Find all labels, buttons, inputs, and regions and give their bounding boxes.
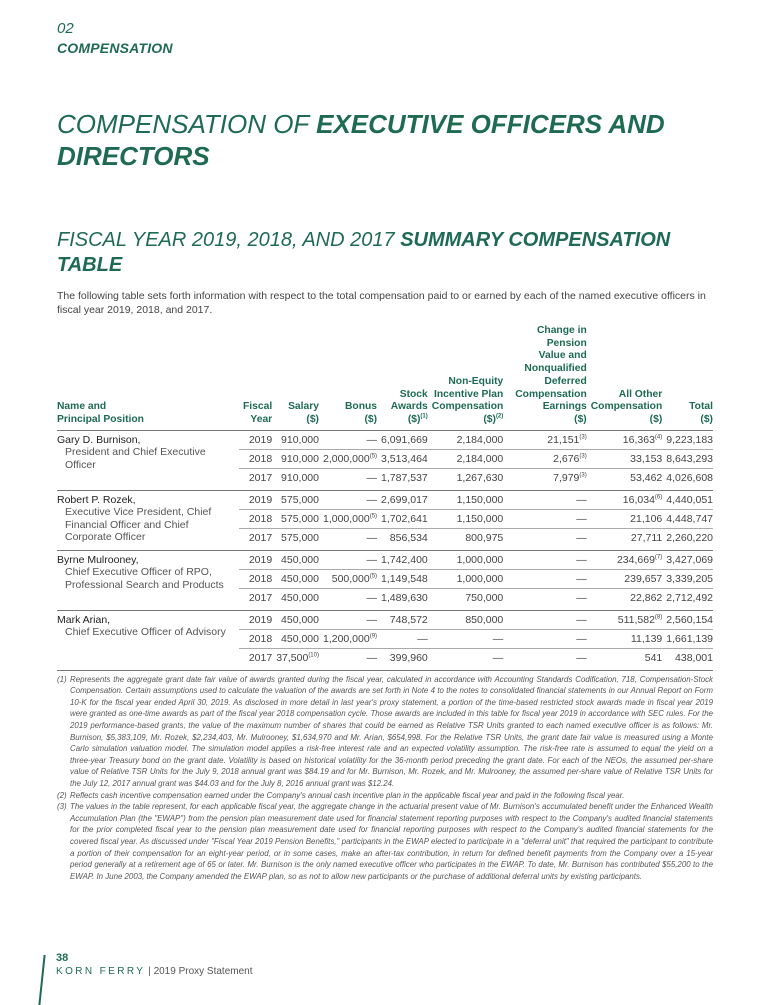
- footnotes: [57, 670, 713, 883]
- header-salary: Salary ($): [272, 325, 319, 430]
- footnote-number: (2): [57, 790, 67, 800]
- cell-total: [662, 430, 713, 449]
- cell-stock-awards: [377, 550, 428, 569]
- cell-value: 2019: [248, 493, 273, 506]
- cell-bonus: [319, 528, 377, 550]
- cell-value: —: [576, 613, 587, 626]
- cell-stock-awards: [377, 569, 428, 588]
- cell-value: 1,200,000: [322, 632, 370, 645]
- table-row: [57, 490, 713, 509]
- footnote-number: (1): [57, 674, 67, 684]
- cell-value: 9,223,183: [666, 433, 713, 446]
- header-total: Total ($): [662, 325, 713, 430]
- cell-value: 910,000: [281, 433, 319, 446]
- cell-value: —: [366, 613, 378, 626]
- cell-stock-awards: [377, 588, 428, 610]
- cell-non-equity: [428, 569, 504, 588]
- section-number: 02: [57, 20, 74, 37]
- cell-salary: [272, 449, 319, 468]
- footnote-number: (3): [57, 802, 67, 812]
- officer-name: Gary D. Burnison,: [57, 433, 141, 446]
- cell-value: 2018: [248, 632, 273, 645]
- cell-value: 2019: [248, 613, 273, 626]
- cell-pension-change: [503, 468, 586, 490]
- cell-all-other: [587, 550, 663, 569]
- header-fiscal-year: Fiscal Year: [239, 325, 272, 430]
- page-content: [57, 108, 715, 882]
- cell-value: 450,000: [281, 613, 319, 626]
- cell-salary: [272, 550, 319, 569]
- cell-value: 750,000: [465, 591, 504, 604]
- cell-value: 16,363: [622, 433, 655, 446]
- cell-pension-change: [503, 569, 586, 588]
- footnote-ref: (3): [579, 472, 587, 479]
- officer-group: [57, 610, 713, 670]
- cell-all-other: [587, 449, 663, 468]
- cell-value: 2017: [248, 471, 273, 484]
- cell-pension-change: [503, 509, 586, 528]
- cell-value: 3,339,205: [666, 572, 713, 585]
- cell-value: 4,448,747: [666, 512, 713, 525]
- cell-pension-change: [503, 550, 586, 569]
- cell-value: 575,000: [281, 493, 319, 506]
- cell-bonus: [319, 588, 377, 610]
- cell-value: 399,960: [389, 651, 428, 664]
- footer-rule: [38, 955, 45, 1005]
- cell-value: 1,000,000: [456, 572, 504, 585]
- cell-value: 1,489,630: [381, 591, 428, 604]
- cell-value: 27,711: [630, 531, 663, 544]
- cell-stock-awards: [377, 648, 428, 670]
- cell-value: 7,979: [553, 471, 580, 484]
- cell-bonus: [319, 468, 377, 490]
- cell-fiscal-year: [239, 449, 272, 468]
- cell-non-equity: [428, 509, 504, 528]
- cell-non-equity: [428, 490, 504, 509]
- cell-value: 2,184,000: [456, 452, 504, 465]
- cell-value: 1,267,630: [456, 471, 504, 484]
- cell-value: 234,669: [616, 553, 655, 566]
- cell-fiscal-year: [239, 588, 272, 610]
- cell-all-other: [587, 468, 663, 490]
- cell-non-equity: [428, 648, 504, 670]
- cell-bonus: [319, 550, 377, 569]
- footnote-ref: (10): [308, 652, 319, 659]
- cell-value: 8,643,293: [666, 452, 713, 465]
- cell-value: 2018: [248, 452, 273, 465]
- footnote-ref: (3): [579, 434, 587, 441]
- cell-value: 1,000,000: [456, 553, 504, 566]
- title-regular: COMPENSATION OF: [57, 109, 317, 139]
- cell-all-other: [587, 588, 663, 610]
- title-bold: EXECUTIVE OFFICERS AND DIRECTORS: [57, 109, 665, 171]
- cell-value: 2,560,154: [666, 613, 713, 626]
- cell-value: 33,153: [630, 452, 663, 465]
- cell-value: 748,572: [389, 613, 428, 626]
- table-header: [57, 325, 713, 430]
- header-bonus: Bonus ($): [319, 325, 377, 430]
- cell-value: 239,657: [624, 572, 663, 585]
- cell-value: 2017: [248, 591, 273, 604]
- cell-value: 1,787,537: [381, 471, 428, 484]
- brand-logo: KORN FERRY: [56, 966, 146, 977]
- cell-value: 2,184,000: [456, 433, 504, 446]
- cell-bonus: [319, 648, 377, 670]
- officer-cell: [57, 550, 239, 610]
- cell-value: —: [576, 531, 587, 544]
- cell-value: —: [366, 531, 378, 544]
- cell-value: —: [576, 632, 587, 645]
- cell-bonus: [319, 569, 377, 588]
- cell-total: [662, 468, 713, 490]
- cell-fiscal-year: [239, 468, 272, 490]
- cell-value: 3,513,464: [381, 452, 428, 465]
- header-all-other: All Other Compensation ($): [587, 325, 663, 430]
- cell-stock-awards: [377, 629, 428, 648]
- cell-pension-change: [503, 528, 586, 550]
- cell-total: [662, 629, 713, 648]
- cell-all-other: [587, 509, 663, 528]
- cell-value: 541: [644, 651, 663, 664]
- header-name: Name and Principal Position: [57, 325, 239, 430]
- table-title-regular: FISCAL YEAR 2019, 2018, AND 2017: [57, 229, 401, 251]
- officer-cell: [57, 430, 239, 490]
- cell-value: 511,582: [617, 613, 655, 626]
- footnote-ref: (5): [369, 573, 378, 580]
- cell-bonus: [319, 610, 377, 629]
- cell-value: 21,151: [547, 433, 580, 446]
- footer-separator: |: [148, 966, 151, 977]
- cell-bonus: [319, 490, 377, 509]
- cell-non-equity: [428, 449, 504, 468]
- cell-value: 450,000: [281, 553, 319, 566]
- cell-value: —: [366, 591, 378, 604]
- cell-fiscal-year: [239, 569, 272, 588]
- header-non-equity: Non-Equity Incentive Plan Compensation ($)$^{(2)}$: [428, 325, 504, 430]
- cell-fiscal-year: [239, 610, 272, 629]
- cell-value: 2018: [248, 512, 273, 525]
- footnote-ref: (4): [654, 434, 663, 441]
- cell-value: 1,742,400: [381, 553, 428, 566]
- officer-position: Chief Executive Officer of RPO, Professional Search and Products: [65, 566, 224, 591]
- cell-all-other: [587, 430, 663, 449]
- cell-value: 1,150,000: [456, 493, 504, 506]
- officer-group: [57, 490, 713, 550]
- cell-salary: [272, 430, 319, 449]
- footer-doc-title: 2019 Proxy Statement: [153, 966, 253, 977]
- cell-value: —: [366, 553, 378, 566]
- footnote-ref: (6): [654, 494, 663, 501]
- officer-name: Byrne Mulrooney,: [57, 553, 139, 566]
- officer-name: Mark Arian,: [57, 613, 111, 626]
- cell-stock-awards: [377, 509, 428, 528]
- cell-bonus: [319, 449, 377, 468]
- cell-value: 438,001: [675, 651, 713, 664]
- cell-bonus: [319, 430, 377, 449]
- cell-stock-awards: [377, 468, 428, 490]
- header-stock-awards: Stock Awards ($)$^{(1)}$: [377, 325, 428, 430]
- footnote-ref: (8): [654, 614, 663, 621]
- officer-group: [57, 430, 713, 490]
- cell-value: —: [366, 493, 378, 506]
- cell-all-other: [587, 569, 663, 588]
- cell-value: 2,260,220: [666, 531, 713, 544]
- cell-pension-change: [503, 610, 586, 629]
- cell-value: —: [492, 651, 504, 664]
- cell-fiscal-year: [239, 648, 272, 670]
- cell-pension-change: [503, 430, 586, 449]
- footnote-ref: (3): [579, 453, 587, 460]
- header-pension: Change in Pension Value and Nonqualified Deferred Compensation Earnings ($): [503, 325, 586, 430]
- cell-salary: [272, 610, 319, 629]
- cell-total: [662, 528, 713, 550]
- footnote-ref: (7): [654, 554, 663, 561]
- table-row: [57, 550, 713, 569]
- cell-value: 1,149,548: [381, 572, 428, 585]
- cell-pension-change: [503, 629, 586, 648]
- cell-total: [662, 449, 713, 468]
- cell-value: 1,661,139: [666, 632, 713, 645]
- cell-value: 4,026,608: [666, 471, 713, 484]
- cell-stock-awards: [377, 610, 428, 629]
- footnote: [57, 674, 713, 790]
- cell-value: 2,000,000: [322, 452, 370, 465]
- cell-pension-change: [503, 648, 586, 670]
- cell-pension-change: [503, 588, 586, 610]
- footnote: [57, 801, 713, 882]
- section-name: COMPENSATION: [57, 40, 173, 56]
- cell-all-other: [587, 490, 663, 509]
- cell-value: —: [576, 591, 587, 604]
- cell-value: —: [366, 471, 378, 484]
- cell-value: 1,702,641: [381, 512, 428, 525]
- cell-fiscal-year: [239, 629, 272, 648]
- cell-total: [662, 588, 713, 610]
- cell-stock-awards: [377, 430, 428, 449]
- cell-non-equity: [428, 588, 504, 610]
- cell-non-equity: [428, 550, 504, 569]
- cell-value: —: [576, 493, 587, 506]
- cell-salary: [272, 468, 319, 490]
- cell-value: 11,139: [630, 632, 663, 645]
- cell-all-other: [587, 648, 663, 670]
- cell-value: 800,975: [465, 531, 504, 544]
- cell-salary: [272, 490, 319, 509]
- footnote-text: Represents the aggregate grant date fair value of awards granted during the fiscal year, calculated in accordance with Accounting Standards Codification, 718, Compensation-Stock Compensation. Certain assumptions used to calculate the valuation of the awards are set forth in Note 4 to the notes to consolidated financial statements in our Annual Report on Form 10-K for the fiscal year ended April 30, 2019. As disclosed in more detail in last year's proxy statement, a portion of the time-based restricted stock awards made in fiscal year 2019 were granted as one-time awards as part of the fiscal year 2018 compensation cycle. Those awards are included in this table for fiscal year 2019 in accordance with SEC rules. For the 2019 performance-based grants, the value of the maximum number of shares that could be earned as Relative TSR Units granted to each named executive officer is as follows: Mr. Burnison, $5,383,109, Mr. Rozek, $2,234,403, Mr. Mulrooney, $1,634,970 and Mr. Arian, $654,998. For the Relative TSR Units, the grant date fair value is measured using a Monte Carlo simulation valuation model. The simulation model applies a risk-free interest rate and an expected volatility assumption. The risk-free rate is assumed to equal the yield on a three-year Treasury bond on the grant date. Volatility is based on historical volatility for the 36-month period preceding the grant date. For each of the NEOs, the assumed per-share value of Relative TSR Units for the July 9, 2018 annual grant was $84.19 and for Mr. Burnison, Mr. Rozek, and Mr. Mulrooney, the assumed per-share value of Relative TSR Units for the July 12, 2017 annual grant was $44.03 and for the July 8, 2016 annual grant was $12.24.: [70, 674, 713, 788]
- table-title-bold: SUMMARY COMPENSATION TABLE: [57, 229, 671, 276]
- cell-value: —: [576, 512, 587, 525]
- footnote-ref: (9): [369, 633, 378, 640]
- page-title: [57, 108, 715, 172]
- cell-value: 856,534: [389, 531, 428, 544]
- cell-value: 2018: [248, 572, 273, 585]
- officer-group: [57, 550, 713, 610]
- cell-non-equity: [428, 610, 504, 629]
- cell-salary: [272, 648, 319, 670]
- cell-value: 2019: [248, 553, 273, 566]
- footer: [56, 966, 253, 977]
- cell-non-equity: [428, 528, 504, 550]
- cell-salary: [272, 569, 319, 588]
- cell-pension-change: [503, 490, 586, 509]
- cell-salary: [272, 629, 319, 648]
- cell-stock-awards: [377, 490, 428, 509]
- cell-value: 6,091,669: [381, 433, 428, 446]
- cell-value: 850,000: [465, 613, 504, 626]
- cell-value: 2019: [248, 433, 273, 446]
- table-row: [57, 430, 713, 449]
- cell-value: 3,427,069: [666, 553, 713, 566]
- cell-value: 2,699,017: [381, 493, 428, 506]
- cell-value: —: [417, 632, 428, 645]
- cell-all-other: [587, 629, 663, 648]
- cell-value: 21,106: [630, 512, 663, 525]
- cell-value: 2017: [248, 651, 273, 664]
- officer-position: President and Chief Executive Officer: [65, 446, 206, 471]
- cell-stock-awards: [377, 528, 428, 550]
- cell-non-equity: [428, 430, 504, 449]
- footnote-text: The values in the table represent, for each applicable fiscal year, the aggregate change in the actuarial present value of Mr. Burnison's accumulated benefit under the Enhanced Wealth Accumulation Plan (the "EWAP") from the pension plan measurement date used for financial statement reporting purposes with respect to the Company's audited financial statements for the prior completed fiscal year to the pension plan measurement date used for financial reporting purposes with respect to the Company's audited financial statements for the covered fiscal year. As discussed under "Fiscal Year 2019 Pension Benefits," participants in the EWAP elected to participate in a "deferral unit" that required the participant to contribute a portion of their compensation for an eight-year period, or in some cases, make an after-tax contribution, in return for defined benefit payments from the Company over a 15-year period generally at a retirement age of 65 or later. Mr. Burnison is the only named executive officer who participates in the EWAP. To date, Mr. Burnison has contributed $55,200 to the EWAP. In June 2003, the Company amended the EWAP plan, so as not to allow new participants or the purchase of additional deferral units by existing participants.: [70, 802, 713, 881]
- cell-value: 500,000: [331, 572, 370, 585]
- cell-fiscal-year: [239, 528, 272, 550]
- cell-non-equity: [428, 629, 504, 648]
- cell-fiscal-year: [239, 550, 272, 569]
- footnote: [57, 790, 713, 802]
- cell-value: 16,034: [622, 493, 655, 506]
- cell-fiscal-year: [239, 490, 272, 509]
- cell-value: 450,000: [281, 591, 319, 604]
- cell-value: 2017: [248, 531, 273, 544]
- cell-value: 4,440,051: [666, 493, 713, 506]
- cell-value: 910,000: [281, 452, 319, 465]
- cell-pension-change: [503, 449, 586, 468]
- cell-value: —: [492, 632, 504, 645]
- cell-value: 53,462: [630, 471, 663, 484]
- cell-value: 2,712,492: [666, 591, 713, 604]
- cell-total: [662, 509, 713, 528]
- cell-value: 1,000,000: [322, 512, 370, 525]
- officer-name: Robert P. Rozek,: [57, 493, 136, 506]
- cell-fiscal-year: [239, 430, 272, 449]
- table-row: [57, 610, 713, 629]
- cell-value: —: [576, 553, 587, 566]
- cell-all-other: [587, 610, 663, 629]
- cell-stock-awards: [377, 449, 428, 468]
- cell-value: 37,500: [276, 651, 309, 664]
- cell-non-equity: [428, 468, 504, 490]
- cell-value: 2,676: [553, 452, 580, 465]
- summary-compensation-table: [57, 325, 713, 670]
- cell-value: 22,862: [630, 591, 663, 604]
- officer-cell: [57, 490, 239, 550]
- cell-value: 575,000: [281, 531, 319, 544]
- cell-total: [662, 490, 713, 509]
- cell-value: 450,000: [281, 632, 319, 645]
- cell-total: [662, 550, 713, 569]
- cell-bonus: [319, 509, 377, 528]
- cell-salary: [272, 509, 319, 528]
- cell-bonus: [319, 629, 377, 648]
- cell-total: [662, 569, 713, 588]
- cell-fiscal-year: [239, 509, 272, 528]
- cell-total: [662, 610, 713, 629]
- footnote-ref: (5): [369, 513, 378, 520]
- cell-salary: [272, 528, 319, 550]
- cell-value: 450,000: [281, 572, 319, 585]
- cell-all-other: [587, 528, 663, 550]
- officer-position: Executive Vice President, Chief Financial Officer and Chief Corporate Officer: [65, 506, 212, 544]
- cell-value: 910,000: [281, 471, 319, 484]
- officer-position: Chief Executive Officer of Advisory: [65, 626, 226, 639]
- cell-value: —: [366, 433, 378, 446]
- cell-total: [662, 648, 713, 670]
- cell-salary: [272, 588, 319, 610]
- page-number: 38: [56, 952, 69, 964]
- cell-value: —: [366, 651, 378, 664]
- footnote-text: Reflects cash incentive compensation earned under the Company's annual cash incentive plan in the applicable fiscal year and paid in the following fiscal year.: [70, 790, 625, 800]
- table-title: [57, 228, 715, 278]
- cell-value: —: [576, 651, 587, 664]
- cell-value: 1,150,000: [456, 512, 504, 525]
- officer-cell: [57, 610, 239, 670]
- intro-paragraph: The following table sets forth information with respect to the total compensation paid to or earned by each of the named executive officers in fiscal year 2019, 2018, and 2017.: [57, 290, 706, 316]
- cell-value: —: [576, 572, 587, 585]
- footnote-ref: (5): [369, 453, 378, 460]
- cell-value: 575,000: [281, 512, 319, 525]
